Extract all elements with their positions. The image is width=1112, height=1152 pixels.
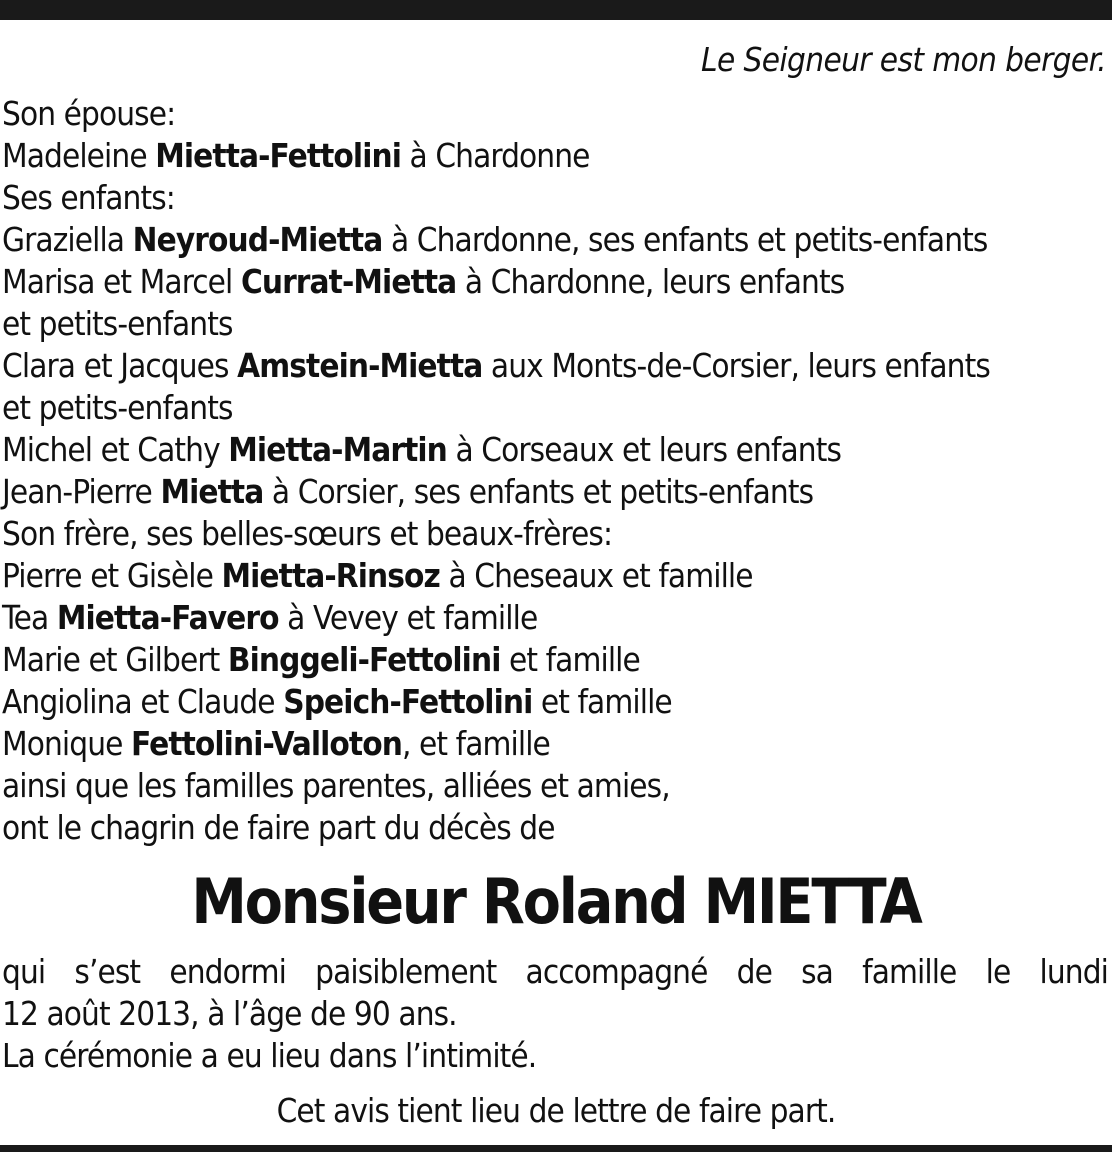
family-line xyxy=(2,471,1110,513)
body-line: qui s’est endormi paisiblement accompagné de sa famille le lundi xyxy=(2,952,1108,991)
closing-note: Cet avis tient lieu de lettre de faire part. xyxy=(276,1091,836,1130)
family-line xyxy=(2,765,1110,807)
line-prefix: Angiolina et Claude xyxy=(2,682,284,721)
family-line xyxy=(2,219,1110,261)
line-prefix: Madeleine xyxy=(2,136,156,175)
family-name: Speich-Fettolini xyxy=(283,682,533,721)
line-suffix: , et famille xyxy=(401,724,550,763)
line-prefix: Pierre et Gisèle xyxy=(2,556,222,595)
line-suffix: à Vevey et famille xyxy=(278,598,538,637)
line-prefix: et petits-enfants xyxy=(2,304,233,343)
line-suffix: à Corsier, ses enfants et petits-enfants xyxy=(263,472,814,511)
family-line xyxy=(2,639,1110,681)
family-line xyxy=(2,555,1110,597)
line-prefix: Jean-Pierre xyxy=(2,472,161,511)
motto: Le Seigneur est mon berger. xyxy=(701,40,1106,79)
line-prefix: ainsi que les familles parentes, alliées et amies, xyxy=(2,766,670,805)
line-suffix: et famille xyxy=(500,640,640,679)
line-suffix: à Chardonne, leurs enfants xyxy=(456,262,845,301)
line-suffix: et famille xyxy=(532,682,672,721)
line-prefix: Monique xyxy=(2,724,132,763)
line-prefix: Michel et Cathy xyxy=(2,430,229,469)
family-name: Neyroud-Mietta xyxy=(132,220,383,259)
family-name: Mietta-Favero xyxy=(56,598,279,637)
family-line xyxy=(2,597,1110,639)
line-prefix: Marisa et Marcel xyxy=(2,262,241,301)
line-suffix: à Chardonne, ses enfants et petits-enfants xyxy=(382,220,988,259)
line-prefix: ont le chagrin de faire part du décès de xyxy=(2,808,555,847)
family-name: Binggeli-Fettolini xyxy=(227,640,501,679)
family-name: Mietta-Martin xyxy=(228,430,447,469)
line-prefix: Clara et Jacques xyxy=(2,346,238,385)
family-line xyxy=(2,723,1110,765)
family-line xyxy=(2,513,1110,555)
line-suffix: à Corseaux et leurs enfants xyxy=(446,430,842,469)
family-line xyxy=(2,429,1110,471)
family-name: Amstein-Mietta xyxy=(237,346,483,385)
line-prefix: Marie et Gilbert xyxy=(2,640,228,679)
deceased-name: Monsieur Roland MIETTA xyxy=(191,865,921,938)
body-line: 12 août 2013, à l’âge de 90 ans. xyxy=(2,994,457,1033)
line-prefix: Graziella xyxy=(2,220,133,259)
line-prefix: Son frère, ses belles-sœurs et beaux-frères: xyxy=(2,514,613,553)
body-line: La cérémonie a eu lieu dans l’intimité. xyxy=(2,1036,537,1075)
line-prefix: et petits-enfants xyxy=(2,388,233,427)
family-line xyxy=(2,303,1110,345)
line-suffix: aux Monts-de-Corsier, leurs enfants xyxy=(482,346,990,385)
family-name: Mietta xyxy=(160,472,264,511)
line-suffix: à Chardonne xyxy=(400,136,590,175)
top-rule xyxy=(0,0,1112,20)
family-line xyxy=(2,135,1110,177)
family-line xyxy=(2,177,1110,219)
family-name: Mietta-Fettolini xyxy=(155,136,401,175)
line-prefix: Son épouse: xyxy=(2,94,176,133)
family-line xyxy=(2,261,1110,303)
line-prefix: Tea xyxy=(2,598,57,637)
bottom-rule xyxy=(0,1145,1112,1152)
family-name: Fettolini-Valloton xyxy=(131,724,402,763)
line-prefix: Ses enfants: xyxy=(2,178,175,217)
family-list xyxy=(2,93,1110,849)
family-name: Mietta-Rinsoz xyxy=(221,556,440,595)
family-line xyxy=(2,345,1110,387)
line-suffix: à Cheseaux et famille xyxy=(439,556,753,595)
family-line xyxy=(2,387,1110,429)
family-name: Currat-Mietta xyxy=(240,262,457,301)
family-line xyxy=(2,807,1110,849)
family-line xyxy=(2,93,1110,135)
family-line xyxy=(2,681,1110,723)
announcement-body xyxy=(2,951,1108,1077)
